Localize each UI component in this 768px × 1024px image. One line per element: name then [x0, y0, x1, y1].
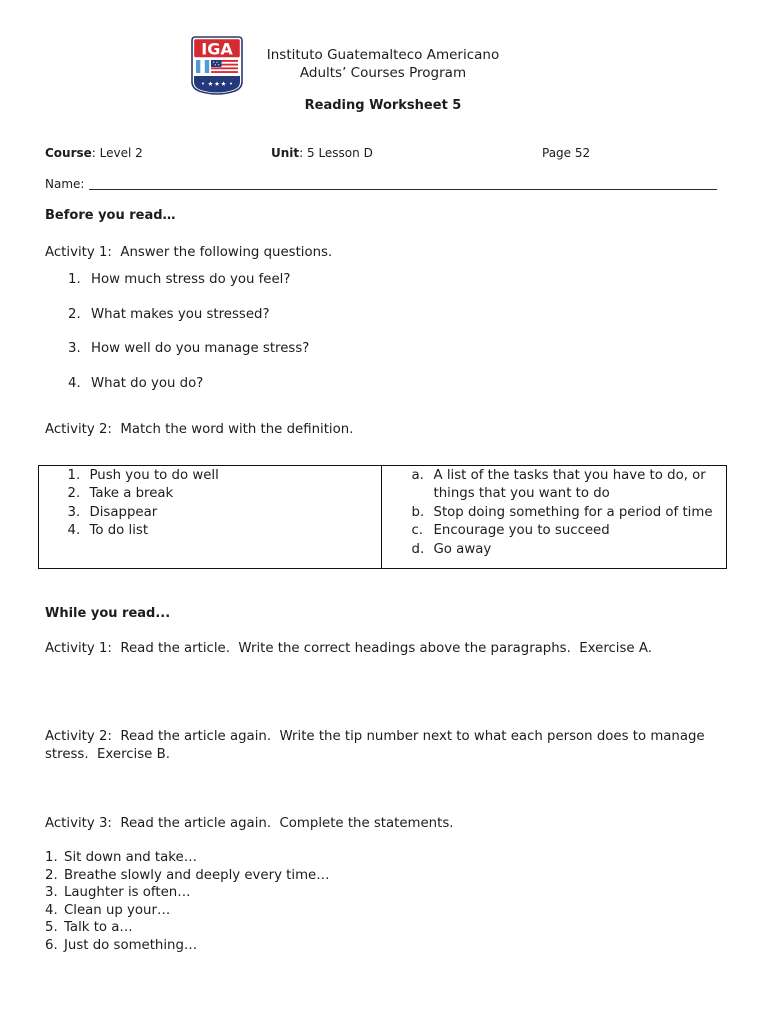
definition-item — [412, 504, 727, 523]
statement-text: Laughter is often… — [64, 885, 191, 901]
course-value: : Level 2 — [91, 146, 143, 160]
definition-item — [412, 522, 727, 541]
question-item — [68, 306, 309, 341]
question-number: 2. — [68, 306, 81, 322]
statement-text: Just do something… — [64, 937, 198, 953]
definition-letter: c. — [411, 523, 424, 538]
unit-info — [271, 144, 373, 162]
statement-text: Breathe slowly and deeply every time… — [64, 867, 330, 883]
unit-label: Unit — [271, 146, 300, 160]
definition-text: Encourage you to succeed — [433, 523, 610, 538]
us-flag-canton-star — [216, 62, 217, 63]
definitions-column — [382, 466, 726, 568]
program-name: Adults’ Courses Program — [299, 65, 467, 81]
us-flag-canton-star — [215, 64, 216, 65]
page-number: Page 52 — [542, 146, 591, 160]
definitions-list — [412, 467, 727, 560]
statement-item — [45, 937, 330, 955]
statement-item — [45, 902, 330, 920]
question-text: What do you do? — [91, 376, 204, 392]
statement-text: Talk to a… — [64, 920, 133, 936]
statement-text: Sit down and take… — [64, 850, 197, 865]
question-text: What makes you stressed? — [91, 306, 270, 322]
word-number: 2. — [67, 486, 81, 501]
guatemala-flag-icon — [196, 60, 209, 73]
while-activity3-instruction: Activity 3: Read the article again. Complete the statements. — [45, 816, 454, 831]
logo-dot — [202, 83, 204, 85]
word-text: Disappear — [89, 504, 158, 520]
statement-number: 6. — [45, 937, 58, 953]
before-activity1-instruction: Activity 1: Answer the following questions. — [45, 245, 333, 260]
statement-item — [45, 919, 330, 937]
word-text: To do list — [89, 523, 149, 538]
us-flag-canton-star — [213, 62, 214, 63]
match-table — [38, 465, 727, 569]
word-item — [68, 522, 382, 541]
unit-value: : 5 Lesson D — [299, 146, 373, 160]
name-blank-line — [89, 189, 717, 190]
definition-item — [412, 541, 727, 560]
worksheet-title: Reading Worksheet 5 — [304, 98, 462, 113]
question-number: 3. — [68, 341, 81, 357]
logo-lettering: IGA — [201, 39, 233, 59]
question-item — [68, 340, 309, 375]
course-info — [45, 144, 143, 162]
statement-item — [45, 884, 330, 902]
definition-letter: a. — [411, 467, 424, 483]
us-flag-canton-star — [218, 64, 219, 65]
definition-text: Stop doing something for a period of time — [433, 504, 713, 520]
question-item — [68, 375, 309, 410]
statement-item — [45, 867, 330, 885]
while-activity2-instruction: Activity 2: Read the article again. Write the tip number next to what each person does to manage stress. Exercise B. — [45, 729, 709, 762]
words-list — [68, 467, 382, 541]
institution-name: Instituto Guatemalteco Americano — [266, 47, 500, 63]
question-text: How well do you manage stress? — [91, 341, 310, 357]
definition-text: A list of the tasks that you have to do, or things that you want to do — [433, 467, 706, 501]
word-item — [68, 467, 382, 486]
statement-number: 2. — [45, 867, 58, 883]
guatemala-flag-stripe-center — [200, 60, 204, 73]
question-item — [68, 271, 309, 306]
questions-list — [68, 271, 309, 410]
question-text: How much stress do you feel? — [91, 272, 291, 287]
guatemala-flag-stripe-left — [196, 60, 200, 73]
guatemala-flag-stripe-right — [205, 60, 209, 73]
before-activity2-instruction: Activity 2: Match the word with the definition. — [45, 422, 354, 437]
question-number: 1. — [68, 272, 81, 287]
statement-number: 1. — [45, 850, 58, 865]
word-number: 1. — [67, 467, 81, 483]
statement-item — [45, 849, 330, 867]
statement-number: 4. — [45, 902, 58, 918]
definition-text: Go away — [433, 541, 492, 557]
name-label: Name: — [45, 177, 85, 191]
definition-item — [412, 467, 727, 504]
word-text: Push you to do well — [89, 467, 219, 483]
word-number: 3. — [67, 504, 81, 520]
statement-number: 3. — [45, 885, 58, 901]
word-item — [68, 485, 382, 504]
statement-text: Clean up your… — [64, 902, 171, 918]
definition-letter: b. — [411, 504, 425, 520]
before-reading-heading: Before you read… — [45, 208, 176, 223]
course-label: Course — [45, 146, 92, 160]
while-reading-heading: While you read... — [45, 606, 171, 621]
word-item — [68, 504, 382, 523]
us-flag-canton — [211, 60, 222, 67]
definition-letter: d. — [411, 541, 425, 557]
logo-dot — [230, 83, 232, 85]
while-activity1-instruction: Activity 1: Read the article. Write the correct headings above the paragraphs. Exercise A. — [45, 641, 652, 656]
word-number: 4. — [67, 523, 81, 538]
question-number: 4. — [68, 376, 81, 392]
statement-number: 5. — [45, 920, 58, 936]
words-column — [39, 466, 382, 568]
word-text: Take a break — [89, 486, 174, 501]
statements-list — [45, 849, 330, 955]
